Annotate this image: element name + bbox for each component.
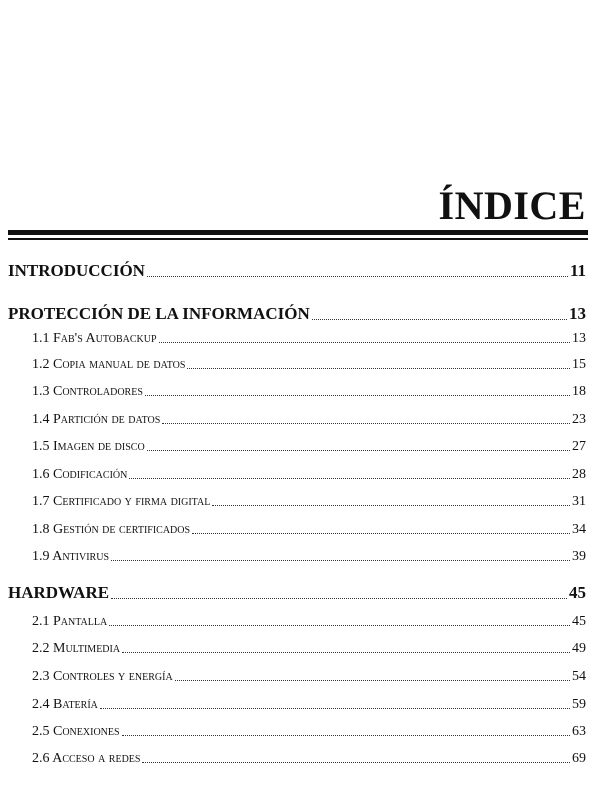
toc-entry-page: 23	[572, 412, 586, 427]
toc-entry-label: 1.5 Imagen de disco	[32, 439, 145, 454]
toc-entry-page: 45	[572, 614, 586, 629]
title-rule-thin	[8, 238, 588, 240]
title-rule-thick	[8, 230, 588, 235]
toc-entry-label: 1.4 Partición de datos	[32, 412, 161, 427]
dot-leader	[122, 734, 570, 736]
dot-leader	[122, 651, 570, 653]
page-title: ÍNDICE	[438, 183, 586, 228]
dot-leader	[175, 679, 570, 681]
toc-section	[8, 697, 586, 713]
dot-leader	[111, 559, 570, 561]
toc-entry-page: 27	[572, 439, 586, 454]
toc-section	[8, 522, 586, 538]
toc-entry-page: 63	[572, 724, 586, 739]
toc-entry-label: 2.6 Acceso a redes	[32, 751, 141, 766]
toc-entry-label: 2.5 Conexiones	[32, 724, 120, 739]
dot-leader	[129, 477, 570, 479]
toc-section	[8, 494, 586, 510]
toc-entry-label: 2.4 Batería	[32, 697, 98, 712]
toc-entry-page: 34	[572, 522, 586, 537]
dot-leader	[312, 318, 567, 320]
toc-entry-page: 18	[572, 384, 586, 399]
toc-entry-label: 2.3 Controles y energía	[32, 669, 173, 684]
toc-chapter	[8, 583, 586, 603]
toc-entry-label: 1.1 Fab's Autobackup	[32, 331, 157, 346]
toc-entry-label: PROTECCIÓN DE LA INFORMACIÓN	[8, 304, 310, 323]
toc-entry-page: 15	[572, 357, 586, 372]
toc-entry-page: 13	[572, 331, 586, 346]
dot-leader	[100, 707, 570, 709]
toc-section	[8, 724, 586, 740]
toc-entry-page: 28	[572, 467, 586, 482]
dot-leader	[147, 449, 570, 451]
toc-entry-label: 1.6 Codificación	[32, 467, 128, 482]
dot-leader	[142, 761, 570, 763]
toc-section	[8, 384, 586, 400]
dot-leader	[109, 624, 570, 626]
toc-section	[8, 751, 586, 767]
dot-leader	[145, 394, 570, 396]
toc-section	[8, 669, 586, 685]
toc-entry-page: 11	[569, 261, 586, 280]
toc-entry-page: 31	[572, 494, 586, 509]
toc-entry-label: 1.7 Certificado y firma digital	[32, 494, 211, 509]
dot-leader	[147, 275, 568, 277]
toc-section	[8, 331, 586, 347]
toc-section	[8, 467, 586, 483]
dot-leader	[162, 422, 570, 424]
dot-leader	[212, 504, 570, 506]
toc-entry-page: 49	[572, 641, 586, 656]
toc-entry-label: 2.1 Pantalla	[32, 614, 108, 629]
toc-entry-label: 1.8 Gestión de certificados	[32, 522, 191, 537]
toc-chapter	[8, 261, 586, 281]
dot-leader	[159, 341, 570, 343]
dot-leader	[111, 597, 567, 599]
toc-entry-label: 2.2 Multimedia	[32, 641, 121, 656]
toc-entry-page: 39	[572, 549, 586, 564]
toc-entry-page: 45	[569, 583, 586, 602]
toc-entry-label: INTRODUCCIÓN	[8, 261, 145, 280]
toc-entry-label: 1.3 Controladores	[32, 384, 143, 399]
toc-section	[8, 549, 586, 565]
dot-leader	[192, 532, 570, 534]
toc-entry-page: 69	[572, 751, 586, 766]
toc-section	[8, 641, 586, 657]
dot-leader	[187, 367, 570, 369]
toc-entry-page: 59	[572, 697, 586, 712]
toc-entry-label: 1.9 Antivirus	[32, 549, 110, 564]
toc-entry-page: 54	[572, 669, 586, 684]
toc-section	[8, 439, 586, 455]
toc-section	[8, 412, 586, 428]
toc-entry-label: HARDWARE	[8, 583, 110, 602]
toc-entry-label: 1.2 Copia manual de datos	[32, 357, 186, 372]
toc-section	[8, 357, 586, 373]
toc-chapter	[8, 304, 586, 324]
toc-entry-page: 13	[569, 304, 586, 323]
toc-section	[8, 614, 586, 630]
